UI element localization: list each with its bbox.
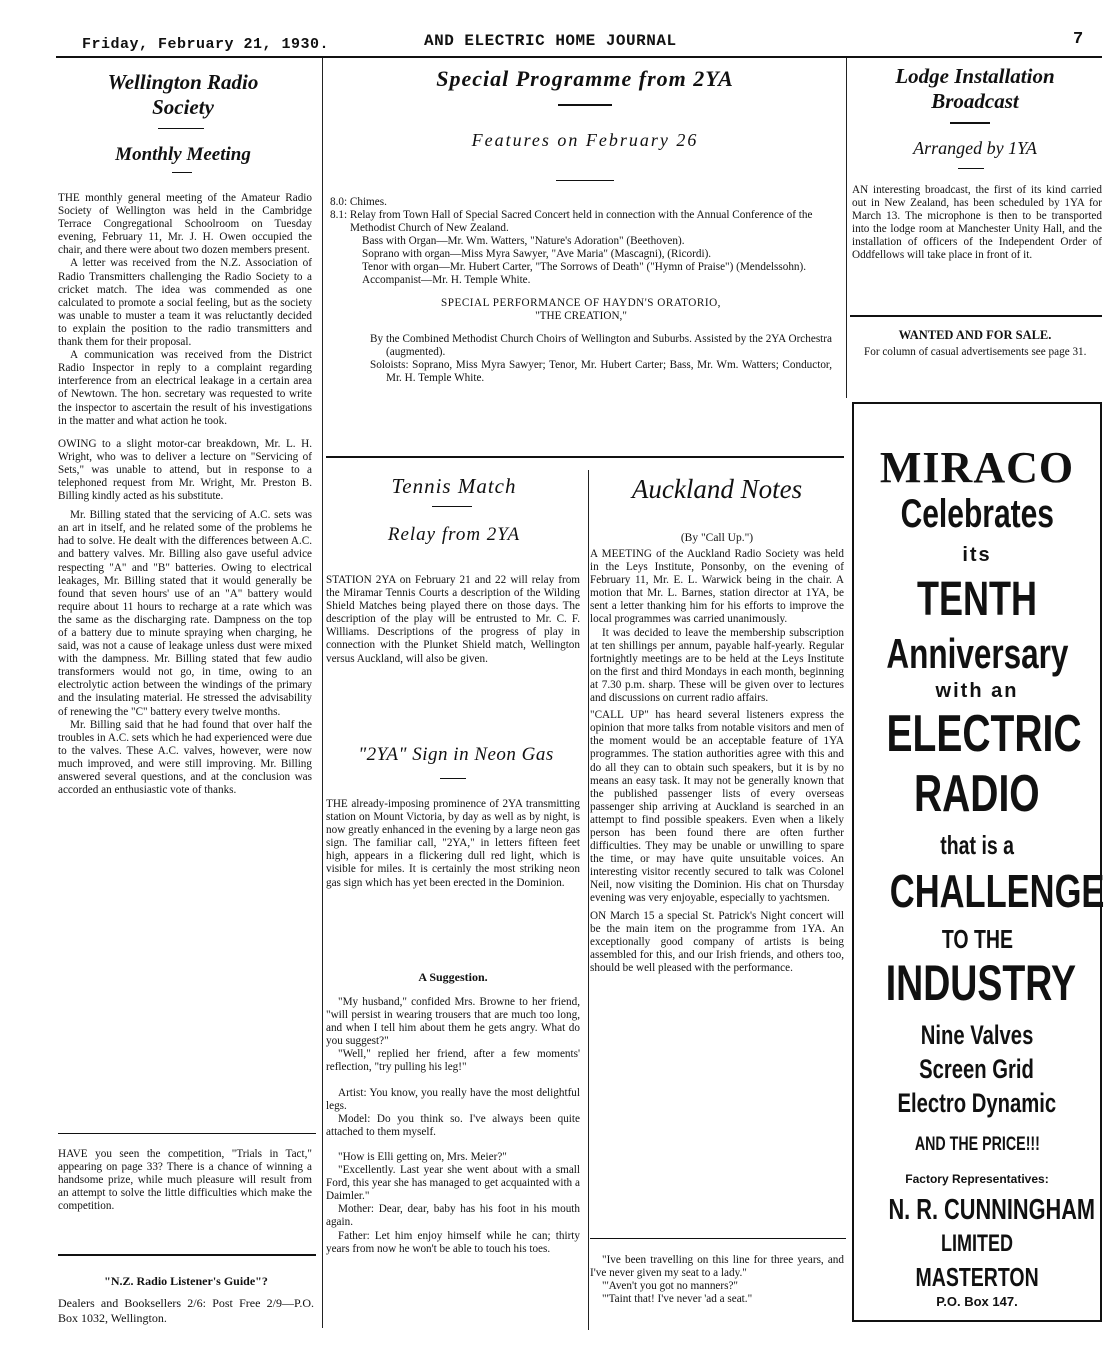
tennis-subtitle: Relay from 2YA: [387, 524, 521, 545]
wellington-title-line2: Society: [152, 95, 214, 119]
auckland-p7: "'Taint that! I've never 'ad a seat.": [602, 1293, 753, 1306]
ad-company-text: N. R. CUNNINGHAM: [888, 1194, 1096, 1226]
tennis-title-rule: [432, 506, 472, 507]
suggestion-p1: "My husband," confided Mrs. Browne to her friend, "will persist in wearing trousers that are much too long, and when I tell him about them he gets angry. What do you suggest?": [326, 996, 580, 1048]
guide-text: Dealers and Booksellers 2/6: Post Free 2/9—P.O. Box 1032, Wellington.: [58, 1296, 314, 1325]
special-subtitle-rule: [556, 180, 614, 181]
guide-rule: [58, 1254, 316, 1256]
wellington-subtitle: Monthly Meeting: [115, 144, 251, 165]
header-journal: AND ELECTRIC HOME JOURNAL: [424, 32, 677, 50]
header-page-number: 7: [1073, 30, 1084, 49]
ad-industry-text: INDUSTRY: [885, 955, 1077, 1011]
neon-title: "2YA" Sign in Neon Gas: [358, 744, 554, 765]
suggestion-p8: Father: Let him enjoy himself while he can; thirty years from now he won't be able to touch his toes.: [326, 1229, 580, 1255]
special-title: Special Programme from 2YA: [436, 66, 734, 91]
ad-representatives-text: Factory Representatives:: [905, 1172, 1049, 1186]
suggestion-p3: Artist: You know, you really have the most delightful legs.: [326, 1086, 580, 1112]
col-divider-1: [322, 58, 323, 1328]
lodge-title-line2: Broadcast: [931, 89, 1019, 113]
suggestion-p7: Mother: Dear, dear, baby has his foot in his mouth again.: [326, 1203, 580, 1229]
ad-feature-1-text: Nine Valves: [920, 1020, 1034, 1050]
suggestion-p4: Model: Do you think so. I've always been quite attached to them myself.: [326, 1112, 580, 1138]
ad-radio: [854, 764, 1100, 824]
ad-that-is-a-text: that is a: [940, 830, 1014, 860]
ad-feature-3-text: Electro Dynamic: [897, 1088, 1057, 1118]
ad-anniversary: [854, 630, 1100, 678]
lodge-title-rule: [950, 122, 990, 124]
ad-box-text: P.O. Box 147.: [936, 1294, 1018, 1309]
lodge-title-line1: Lodge Installation: [895, 64, 1055, 88]
lodge-subtitle-rule: [958, 168, 984, 169]
ad-tenth: [854, 572, 1100, 627]
perf-heading-2: "THE CREATION,": [535, 310, 627, 322]
special-bottom-rule: [326, 456, 844, 458]
special-programme-list: [330, 196, 832, 385]
auckland-p5: "Ive been travelling on this line for three years, and I've never given my seat to a lady.": [590, 1254, 844, 1280]
auckland-title: Auckland Notes: [631, 474, 803, 504]
tennis-article: [326, 574, 580, 666]
lodge-article: [852, 184, 1102, 263]
ad-box: [854, 1294, 1100, 1309]
tennis-title: Tennis Match: [391, 474, 517, 498]
ad-to-the-text: TO THE: [941, 924, 1013, 954]
neon-article: [326, 798, 580, 890]
ad-electric-text: ELECTRIC: [886, 705, 1082, 763]
ad-challenge: [854, 864, 1105, 918]
ad-brand: [854, 442, 1100, 493]
lodge-rule: [850, 315, 1102, 317]
auckland-byline: (By "Call Up."): [680, 532, 754, 544]
header-date: Friday, February 21, 1930.: [82, 36, 330, 53]
ad-price: [854, 1134, 1100, 1156]
prog-line-chimes: 8.0: Chimes.: [330, 196, 387, 208]
special-subtitle: Features on February 26: [471, 130, 699, 150]
wellington-p6: Mr. Billing said that he had found that over half the troubles in A.C. sets which he had experienced were due to the valves. These A.C. valves, however, were now much improved, and were still improving. Mr. Billing answered several questions, and at the conclusion was accorded an enthusiastic vote of thanks.: [58, 718, 312, 797]
ad-price-text: AND THE PRICE!!!: [914, 1134, 1040, 1155]
wanted-title: WANTED AND FOR SALE.: [898, 328, 1052, 342]
ad-its-text: its: [962, 544, 992, 566]
wellington-article: [58, 192, 312, 797]
ad-feature-1: [854, 1020, 1100, 1051]
ad-with-an: [854, 680, 1100, 703]
ad-its: [854, 544, 1100, 567]
ad-company: [854, 1194, 1100, 1227]
auckland-p1: A MEETING of the Auckland Radio Society was held in the Leys Institute, Ponsonby, on the evening of February 11, Mr. E. L. Warwick being in the chair. A motion that Mr. L. Barnes, station director at 1YA, be sent a letter thanking him for his efforts to improve the local programmes was carried unanimously.: [590, 548, 844, 626]
wanted-text: [852, 346, 1102, 359]
suggestion-title: A Suggestion.: [418, 970, 488, 984]
prog-line-soprano: Soprano with organ—Miss Myra Sawyer, "Ave Maria" (Mascagni), (Ricordi).: [362, 248, 712, 260]
wellington-p1: THE monthly general meeting of the Amateur Radio Society of Wellington was held in the Cambridge Terrace Congregational Schoolroom on Tuesday evening, February 11, Mr. J. H. Owen occupied the chair, and there were about two dozen members present.: [58, 192, 312, 257]
lodge-title: [850, 64, 1100, 114]
prog-line-bass: Bass with Organ—Mr. Wm. Watters, "Nature's Adoration" (Beethoven).: [362, 235, 685, 247]
competition-rule-top: [58, 1133, 316, 1134]
prog-line-tenor: Tenor with organ—Mr. Hubert Carter, "The Sorrows of Death" ("Hymn of Praise") (Mendelssohn).: [362, 261, 807, 273]
wanted-text-line: For column of casual advertisements see page 31.: [864, 346, 1087, 358]
special-title-rule: [558, 104, 612, 106]
tennis-text: STATION 2YA on February 21 and 22 will relay from the Miramar Tennis Courts a description of the Wilding Shield Matches being played there on those days. The description of the play will be entrusted to Mr. C. F. Williams. Descriptions of the progress of play in connection with the Plunket Shield match, Wellington versus Auckland, will also be given.: [326, 574, 580, 665]
auckland-p3: "CALL UP" has heard several listeners express the opinion that more talks from notable visitors and men of the moment would be an acceptable feature of 1YA programmes. The station authorities agree with this and do all they can to obtain such speakers, but it is by no means an easy task. It may not be generally known that the published passenger lists of every overseas passenger ship arriving at Auckland is searched in an attempt to find possible speakers. Even when a likely person has been found there are often further difficulties. They may be unable or unwilling to spare the time, or may have quite unsuitable voices. An interesting visitor recently secured to talk was Colonel Neil, now visiting the Dominion. His chat on Thursday evening was very enjoyable, especially to yachtsmen.: [590, 709, 844, 905]
perf-heading-1: SPECIAL PERFORMANCE OF HAYDN'S ORATORIO,: [441, 297, 721, 309]
wellington-title: [58, 70, 308, 120]
ad-industry: [854, 954, 1100, 1012]
suggestion-article: [326, 996, 580, 1256]
neon-text: THE already-imposing prominence of 2YA transmitting station on Mount Victoria, by day as well as by night, is now greatly enhanced in the evening by a large neon gas sign. The familiar call, "2YA," in letters fifteen feet high, appears in a flickering dull red light, which is visible for miles. It is certainly the most striking neon gas sign which has yet been erected in the Dominion.: [326, 798, 580, 889]
ad-limited-text: LIMITED: [941, 1230, 1013, 1257]
competition-notice: [58, 1148, 312, 1213]
suggestion-p5: "How is Elli getting on, Mrs. Meier?": [338, 1150, 507, 1163]
ad-limited: [854, 1230, 1100, 1258]
ad-brand-text: MIRACO: [879, 443, 1075, 492]
wellington-p2: A letter was received from the N.Z. Association of Radio Transmitters challenging the Radio Society to a cricket match. The idea was commended as one calculated to promote a social feeling, but as the society was unable to muster a team it was reluctantly decided to explain the position to the radio transmitters and thank them for their proposal.: [58, 257, 312, 349]
ad-that-is-a: [854, 830, 1100, 861]
ad-tenth-text: TENTH: [916, 573, 1037, 626]
wellington-p4: OWING to a slight motor-car breakdown, Mr. L. H. Wright, who was to deliver a lecture on "Servicing of Sets," was unable to attend, but in response to a telephoned request from Mr. Wright, Mr. Preston B. Billing kindly acted as his substitute.: [58, 437, 312, 503]
wellington-p3: A communication was received from the District Radio Inspector in reply to a complaint regarding interference from an electrical leakage in a certain area of Newtown. The hon. secretary was requested to write the inspector to ascertain the result of his investigations in the matter and what action he took.: [58, 349, 312, 427]
ad-representatives: [854, 1172, 1100, 1186]
wellington-title-rule: [158, 128, 204, 129]
ad-radio-text: RADIO: [914, 765, 1040, 823]
ad-masterton: [854, 1262, 1100, 1293]
header-rule: [56, 56, 1102, 58]
ad-feature-2: [854, 1054, 1100, 1085]
ad-feature-3: [854, 1088, 1100, 1119]
wellington-p5: Mr. Billing stated that the servicing of A.C. sets was an art in itself, and he related some of the problems he had to solve. He dealt with the differences between A.C. and battery valves. Mr. Billing also gave useful advice respecting "A" and "B" batteries. Owing to electrical leakages, Mr. Billing stated that it would generally be found that seven hours' use of an "A" battery would require about 11 hours to recharge at a rate which was the same as the discharging rate. Dampness on the top of a battery due to minute spraying when charging, he said, was not a cause of leakage unless dust were mixed with the dampness. Mr. Billing stated that few audio transformers would not go, in time, owing to an electrolytic action between the windings of the primary and the insulating material. He stressed the advisability of renewing the "C" battery every twelve months.: [58, 509, 312, 718]
miraco-advertisement: [852, 402, 1105, 1322]
ad-masterton-text: MASTERTON: [915, 1262, 1039, 1292]
ad-electric: [854, 704, 1100, 764]
auckland-p6: "'Aven't you got no manners?": [602, 1280, 738, 1293]
ad-with-an-text: with an: [935, 680, 1019, 702]
ad-celebrates: [854, 492, 1100, 537]
auckland-joke: [590, 1254, 844, 1306]
ad-feature-2-text: Screen Grid: [919, 1054, 1035, 1084]
suggestion-p6: "Excellently. Last year she went about with a small Ford, this year she has managed to get acquainted with a Daimler.": [326, 1164, 580, 1203]
col-divider-2: [846, 58, 847, 398]
suggestion-p2: "Well," replied her friend, after a few moments' reflection, "try pulling his leg!": [326, 1048, 580, 1074]
ad-challenge-text: CHALLENGE: [889, 865, 1105, 917]
ad-to-the: [854, 924, 1100, 955]
auckland-p4: ON March 15 a special St. Patrick's Night concert will be the main item on the programme from 1YA. An exceptionally good company of artists is being assembled for this, and our Irish friends, and others too, should be well pleased with the performance.: [590, 909, 844, 974]
guide-title: "N.Z. Radio Listener's Guide"?: [104, 1274, 268, 1288]
lodge-text: AN interesting broadcast, the first of its kind carried out in New Zealand, has been scheduled by 1YA for March 13. The microphone is then to be transported into the lodge room at Manchester Unity Hall, and the installation of officers of the Independent Order of Oddfellows will take place in front of it.: [852, 184, 1102, 262]
prog-line-soloists: Soloists: Soprano, Miss Myra Sawyer; Tenor, Mr. Hubert Carter; Bass, Mr. Wm. Watters; Conductor, Mr. H. Temple White.: [370, 359, 832, 384]
auckland-rule: [590, 1238, 846, 1239]
prog-line-choirs: By the Combined Methodist Church Choirs of Wellington and Suburbs. Assisted by the 2YA Orchestra (augmented).: [370, 333, 832, 358]
ad-celebrates-text: Celebrates: [900, 492, 1054, 536]
competition-text: HAVE you seen the competition, "Trials in Tact," appearing on page 33? There is a chance of winning a handsome prize, while much pleasure will result from an attempt to solve the little difficulties which make the competition.: [58, 1148, 312, 1213]
col-divider-3: [588, 470, 589, 1330]
wellington-title-line1: Wellington Radio: [107, 70, 259, 94]
wellington-subtitle-rule: [172, 172, 192, 173]
neon-title-rule: [440, 778, 466, 779]
lodge-subtitle: Arranged by 1YA: [913, 138, 1037, 158]
ad-anniversary-text: Anniversary: [885, 630, 1069, 677]
auckland-article: [590, 548, 844, 975]
prog-line-accompanist: Accompanist—Mr. H. Temple White.: [362, 274, 531, 286]
prog-line-relay: 8.1: Relay from Town Hall of Special Sacred Concert held in connection with the Annual Conference of the Methodist Church of New Zealand.: [330, 209, 813, 234]
auckland-p2: It was decided to leave the membership subscription at ten shillings per annum, payable half-yearly. Regular fortnightly meetings are to be held at the Leys Institute on the first and third Mondays in each month, beginning at 7.30 p.m. sharp. These will be given over to lectures and discussions on current radio affairs.: [590, 626, 844, 705]
